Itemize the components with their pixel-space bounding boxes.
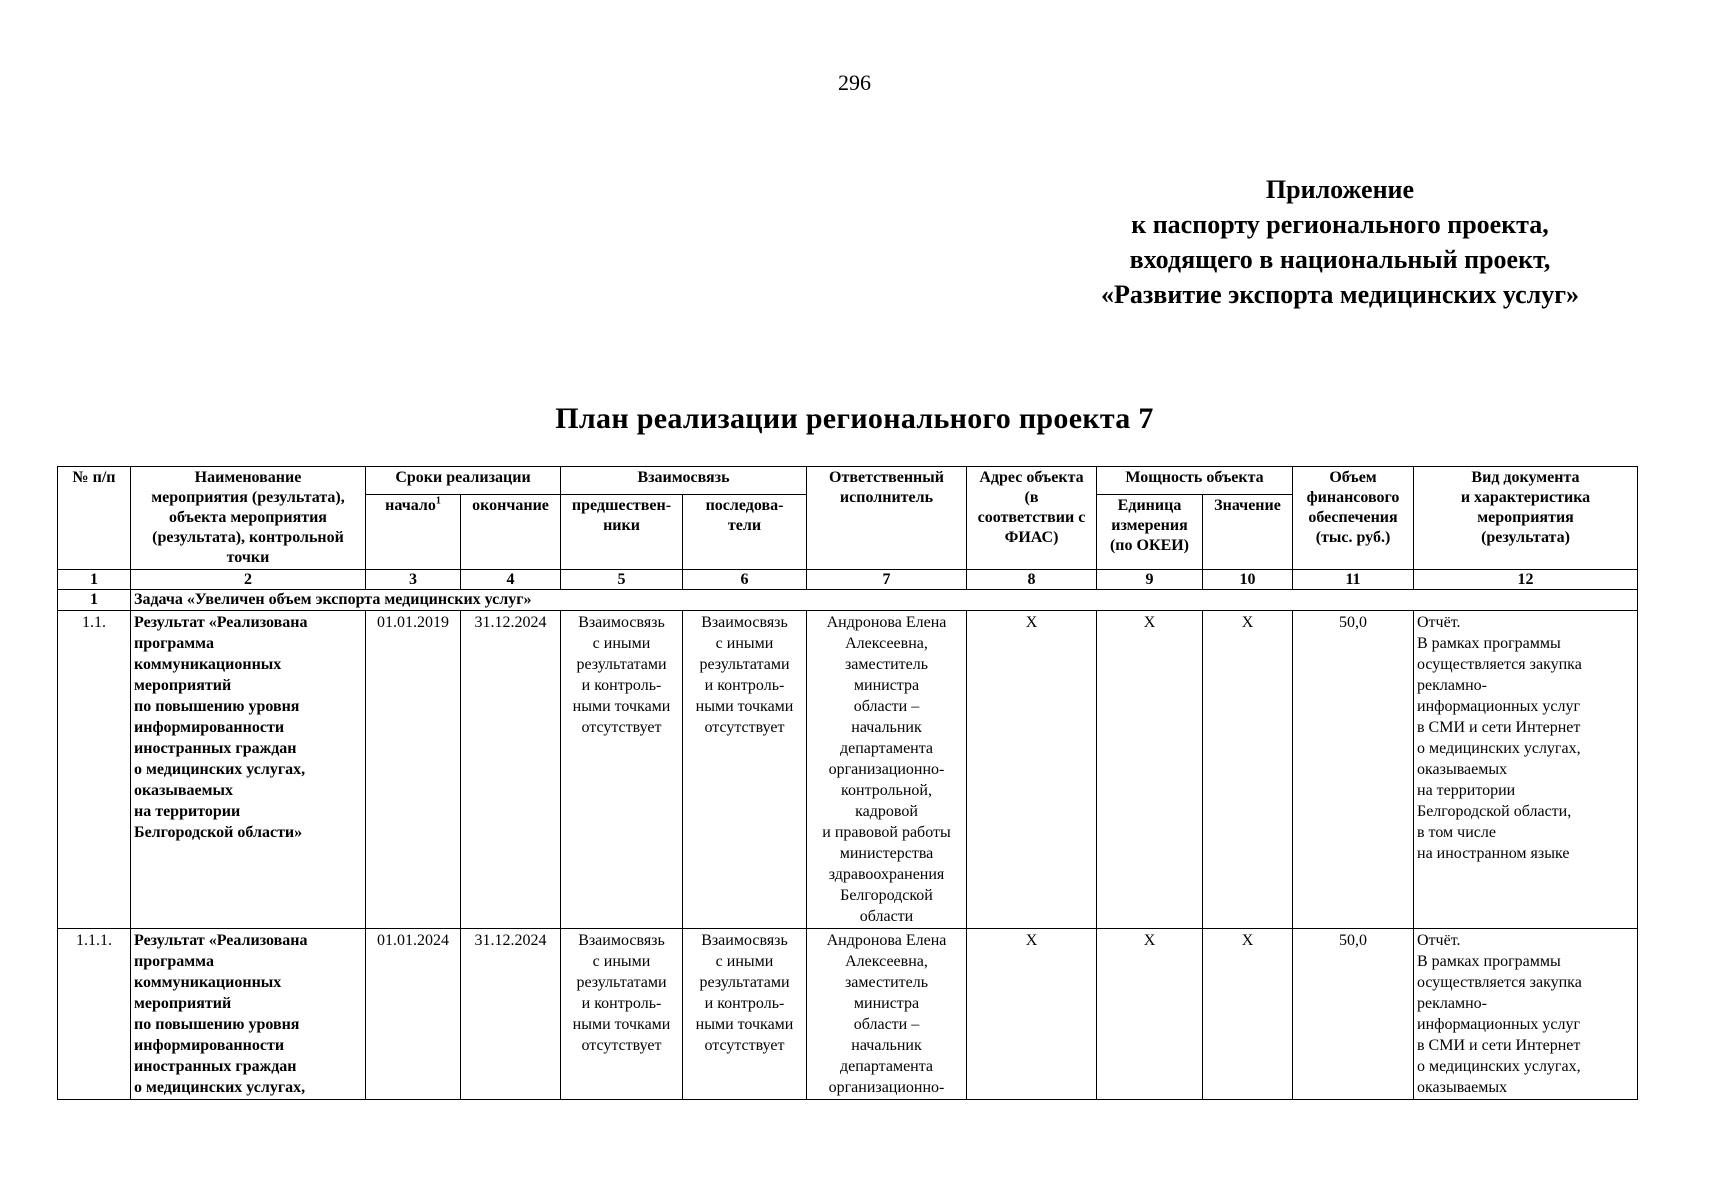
row-responsible-line: области xyxy=(859,908,914,925)
header-relation-next xyxy=(683,494,807,569)
row-name-line: мероприятий xyxy=(134,677,232,694)
column-number: 6 xyxy=(683,570,807,590)
header-name-line: объекта мероприятия xyxy=(169,509,327,526)
row-responsible-line: начальник xyxy=(851,719,922,736)
row-name-line: по повышению уровня xyxy=(134,1016,300,1033)
appendix-line: входящего в национальный проект, xyxy=(1129,245,1551,274)
appendix-line: «Развитие экспорта медицинских услуг» xyxy=(1100,280,1580,309)
header-name xyxy=(131,467,366,570)
row-document-line: осуществляется закупка xyxy=(1417,656,1582,673)
header-finance-line: обеспечения xyxy=(1308,509,1398,526)
row-name-line: мероприятий xyxy=(134,995,232,1012)
header-document xyxy=(1414,467,1638,570)
header-name-line: мероприятия (результата), xyxy=(151,489,345,506)
row-document-line: осуществляется закупка xyxy=(1417,974,1582,991)
row-responsible-line: начальник xyxy=(851,1037,922,1054)
row-successors-line: результатами xyxy=(699,656,790,673)
row-document-line: на иностранном языке xyxy=(1417,845,1570,862)
header-relation: Взаимосвязь xyxy=(561,467,807,495)
task-text: Задача «Увеличен объем экспорта медицинских услуг» xyxy=(131,590,1638,611)
row-responsible-line: заместитель xyxy=(844,656,929,673)
row-successors xyxy=(683,929,807,1100)
header-capacity: Мощность объекта xyxy=(1097,467,1293,495)
row-predecessors-line: Взаимосвязь xyxy=(578,614,665,631)
row-document-line: о медицинских услугах, xyxy=(1417,1058,1581,1075)
row-predecessors-line: результатами xyxy=(576,974,667,991)
row-successors-line: ными точками xyxy=(695,698,794,715)
row-successors-line: результатами xyxy=(699,974,790,991)
header-address xyxy=(967,467,1097,570)
header-responsible xyxy=(807,467,967,570)
row-document-line: рекламно- xyxy=(1417,995,1487,1012)
row-predecessors-line: и контроль- xyxy=(581,677,662,694)
row-name xyxy=(131,929,366,1100)
header-capacity-unit-line: (по ОКЕИ) xyxy=(1109,536,1190,554)
row-successors-line: Взаимосвязь xyxy=(701,614,788,631)
row-name-line: Результат «Реализована xyxy=(134,614,308,631)
row-name-line: иностранных граждан xyxy=(134,740,297,757)
row-name-line: коммуникационных xyxy=(134,656,282,673)
page-number: 296 xyxy=(838,70,871,95)
row-name-line: программа xyxy=(134,953,214,970)
column-number: 8 xyxy=(967,570,1097,590)
column-number: 7 xyxy=(807,570,967,590)
row-name-line: программа xyxy=(134,635,214,652)
row-responsible-line: и правовой работы xyxy=(822,824,951,841)
row-name xyxy=(131,611,366,929)
row-responsible-line: министерства xyxy=(839,845,934,862)
header-capacity-unit-line: измерения xyxy=(1111,516,1188,534)
row-document-line: В рамках программы xyxy=(1417,635,1561,652)
row-value: Х xyxy=(1203,929,1293,1100)
row-responsible-line: Андронова Елена xyxy=(826,932,947,949)
row-successors-line: ными точками xyxy=(695,1016,794,1033)
row-document-line: Белгородской области, xyxy=(1417,803,1572,820)
row-num: 1.1.1. xyxy=(58,929,131,1100)
header-relation-next-line: тели xyxy=(727,516,762,534)
row-finance: 50,0 xyxy=(1293,611,1414,929)
header-num: № п/п xyxy=(58,467,131,570)
row-document-line: о медицинских услугах, xyxy=(1417,740,1581,757)
row-name-line: иностранных граждан xyxy=(134,1058,297,1075)
column-number: 10 xyxy=(1203,570,1293,590)
row-start-date: 01.01.2024 xyxy=(366,929,461,1100)
row-name-line: информированности xyxy=(134,719,285,736)
row-document xyxy=(1414,929,1638,1100)
column-number: 4 xyxy=(461,570,561,590)
row-responsible-line: департамента xyxy=(839,740,934,757)
header-document-line: Вид документа xyxy=(1471,469,1580,486)
header-relation-next-line: последова- xyxy=(705,496,784,514)
row-unit: Х xyxy=(1097,929,1203,1100)
row-responsible-line: области – xyxy=(853,698,920,715)
row-successors-line: отсутствует xyxy=(704,1037,785,1054)
row-document-line: оказываемых xyxy=(1417,761,1508,778)
header-capacity-unit-line: Единица xyxy=(1117,496,1182,514)
row-unit: Х xyxy=(1097,611,1203,929)
row-responsible-line: организационно- xyxy=(828,761,945,778)
row-name-line: о медицинских услугах, xyxy=(134,1079,306,1096)
row-responsible-line: контрольной, xyxy=(841,782,932,799)
row-responsible xyxy=(807,611,967,929)
row-name-line: оказываемых xyxy=(134,782,234,799)
row-responsible-line: министра xyxy=(853,995,920,1012)
row-name-line: Результат «Реализована xyxy=(134,932,308,949)
row-successors-line: отсутствует xyxy=(704,719,785,736)
header-relation-prev xyxy=(561,494,683,569)
row-responsible-line: заместитель xyxy=(844,974,929,991)
table-row xyxy=(58,929,1638,1100)
row-predecessors-line: с иными xyxy=(592,635,651,652)
row-predecessors-line: отсутствует xyxy=(581,1037,662,1054)
column-number: 1 xyxy=(58,570,131,590)
header-capacity-value: Значение xyxy=(1203,494,1293,569)
row-responsible-line: кадровой xyxy=(855,803,918,820)
row-name-line: по повышению уровня xyxy=(134,698,300,715)
row-responsible-line: Алексеевна, xyxy=(845,635,928,652)
row-responsible xyxy=(807,929,967,1100)
row-responsible-line: департамента xyxy=(839,1058,934,1075)
plan-title: План реализации регионального проекта 7 xyxy=(555,402,1154,435)
row-num: 1.1. xyxy=(58,611,131,929)
header-document-line: мероприятия xyxy=(1477,509,1574,526)
header-finance-line: (тыс. руб.) xyxy=(1315,529,1391,546)
header-terms-start-label: начало xyxy=(385,496,436,514)
row-document xyxy=(1414,611,1638,929)
row-document-line: на территории xyxy=(1417,782,1516,799)
appendix-line: Приложение xyxy=(1265,175,1415,204)
header-name-line: (результата), контрольной xyxy=(152,529,344,546)
appendix-line: к паспорту регионального проекта, xyxy=(1131,210,1549,239)
row-successors-line: с иными xyxy=(715,635,774,652)
row-predecessors-line: результатами xyxy=(576,656,667,673)
row-responsible-line: Белгородской xyxy=(840,887,933,904)
row-successors-line: и контроль- xyxy=(704,995,785,1012)
row-finance: 50,0 xyxy=(1293,929,1414,1100)
row-document-line: рекламно- xyxy=(1417,677,1487,694)
row-document-line: Отчёт. xyxy=(1417,614,1461,631)
row-predecessors-line: ными точками xyxy=(572,1016,671,1033)
row-responsible-line: здравоохранения xyxy=(828,866,945,883)
row-successors-line: с иными xyxy=(715,953,774,970)
header-finance xyxy=(1293,467,1414,570)
row-predecessors-line: ными точками xyxy=(572,698,671,715)
header-relation-prev-line: предшествен- xyxy=(571,496,672,514)
header-responsible-line: исполнитель xyxy=(839,489,934,506)
header-address-line: ФИАС) xyxy=(1004,529,1059,546)
row-name-line: о медицинских услугах, xyxy=(134,761,306,778)
row-responsible-line: области – xyxy=(853,1016,920,1033)
row-document-line: в СМИ и сети Интернет xyxy=(1417,719,1581,736)
header-address-line: (в xyxy=(1024,489,1039,506)
row-predecessors-line: и контроль- xyxy=(581,995,662,1012)
footnote-marker: 1 xyxy=(435,495,441,507)
row-end-date: 31.12.2024 xyxy=(461,611,561,929)
row-start-date: 01.01.2019 xyxy=(366,611,461,929)
header-address-line: соответствии с xyxy=(977,509,1086,526)
column-number: 9 xyxy=(1097,570,1203,590)
row-document-line: в СМИ и сети Интернет xyxy=(1417,1037,1581,1054)
row-successors xyxy=(683,611,807,929)
row-document-line: Отчёт. xyxy=(1417,932,1461,949)
row-address: Х xyxy=(967,929,1097,1100)
column-number: 12 xyxy=(1414,570,1638,590)
row-predecessors-line: отсутствует xyxy=(581,719,662,736)
header-name-line: Наименование xyxy=(194,469,302,486)
row-predecessors-line: с иными xyxy=(592,953,651,970)
header-relation-prev-line: ники xyxy=(603,516,640,534)
row-name-line: Белгородской области» xyxy=(134,824,303,841)
plan-table xyxy=(57,466,1638,1100)
row-successors-line: и контроль- xyxy=(704,677,785,694)
column-number: 2 xyxy=(131,570,366,590)
row-name-line: коммуникационных xyxy=(134,974,282,991)
row-name-line: на территории xyxy=(134,803,241,820)
header-row-1 xyxy=(58,467,1638,495)
header-terms-end: окончание xyxy=(461,494,561,569)
header-responsible-line: Ответственный xyxy=(829,469,944,486)
row-predecessors-line: Взаимосвязь xyxy=(578,932,665,949)
header-finance-line: финансового xyxy=(1306,489,1400,506)
task-num: 1 xyxy=(58,590,131,611)
row-successors-line: Взаимосвязь xyxy=(701,932,788,949)
row-predecessors xyxy=(561,929,683,1100)
header-terms: Сроки реализации xyxy=(366,467,561,495)
header-terms-start xyxy=(366,494,461,569)
header-document-line: и характеристика xyxy=(1460,489,1591,506)
header-name-line: точки xyxy=(226,549,270,566)
column-number: 3 xyxy=(366,570,461,590)
row-address: Х xyxy=(967,611,1097,929)
header-address-line: Адрес объекта xyxy=(979,469,1084,486)
appendix-heading xyxy=(1000,172,1680,312)
row-document-line: оказываемых xyxy=(1417,1079,1508,1096)
column-number-row xyxy=(58,570,1638,590)
row-document-line: информационных услуг xyxy=(1417,698,1581,715)
column-number: 5 xyxy=(561,570,683,590)
task-row xyxy=(58,590,1638,611)
row-document-line: в том числе xyxy=(1417,824,1496,841)
row-document-line: В рамках программы xyxy=(1417,953,1561,970)
row-name-line: информированности xyxy=(134,1037,285,1054)
row-end-date: 31.12.2024 xyxy=(461,929,561,1100)
row-responsible-line: министра xyxy=(853,677,920,694)
row-predecessors xyxy=(561,611,683,929)
column-number: 11 xyxy=(1293,570,1414,590)
row-value: Х xyxy=(1203,611,1293,929)
row-document-line: информационных услуг xyxy=(1417,1016,1581,1033)
row-responsible-line: организационно- xyxy=(828,1079,945,1096)
header-finance-line: Объем xyxy=(1329,469,1377,486)
row-responsible-line: Алексеевна, xyxy=(845,953,928,970)
header-capacity-unit xyxy=(1097,494,1203,569)
row-responsible-line: Андронова Елена xyxy=(826,614,947,631)
header-document-line: (результата) xyxy=(1481,529,1570,546)
table-row xyxy=(58,611,1638,929)
